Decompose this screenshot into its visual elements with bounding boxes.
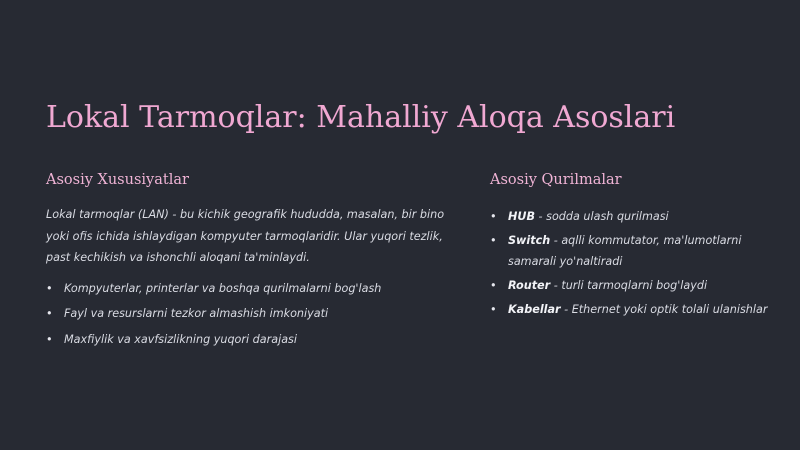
device-term: Kabellar xyxy=(508,303,561,316)
feature-text: Fayl va resurslarni tezkor almashish imkoniyati xyxy=(64,307,329,320)
device-term: HUB xyxy=(508,210,535,223)
list-item xyxy=(46,331,456,348)
bullet-icon: • xyxy=(46,332,53,346)
list-item xyxy=(46,305,456,322)
features-column xyxy=(46,170,456,356)
list-item xyxy=(490,230,770,272)
bullet-icon: • xyxy=(490,234,497,247)
device-description: - turli tarmoqlarni bog'laydi xyxy=(550,279,708,292)
bullet-icon: • xyxy=(490,279,497,292)
list-item xyxy=(490,206,770,227)
device-description: - aqlli kommutator, ma'lumotlarni samarali yo'naltiradi xyxy=(508,234,742,268)
feature-text: Maxfiylik va xavfsizlikning yuqori darajasi xyxy=(64,332,297,346)
list-item xyxy=(490,299,770,320)
slide-title: Lokal Tarmoqlar: Mahalliy Aloqa Asoslari xyxy=(46,100,676,135)
feature-text: Kompyuterlar, printerlar va boshqa qurilmalarni bog'lash xyxy=(64,281,382,295)
device-term: Switch xyxy=(508,234,551,247)
devices-heading: Asosiy Qurilmalar xyxy=(490,172,622,188)
features-list xyxy=(46,280,456,348)
device-description: - Ethernet yoki optik tolali ulanishlar xyxy=(560,303,768,316)
list-item xyxy=(46,280,456,297)
devices-list xyxy=(490,206,770,320)
device-description: - sodda ulash qurilmasi xyxy=(534,210,669,223)
list-item xyxy=(490,275,770,296)
bullet-icon: • xyxy=(490,210,497,223)
device-term: Router xyxy=(508,279,551,292)
bullet-icon: • xyxy=(490,303,497,316)
devices-column xyxy=(490,170,770,323)
bullet-icon: • xyxy=(46,281,53,295)
features-heading: Asosiy Xususiyatlar xyxy=(46,172,189,188)
bullet-icon: • xyxy=(46,307,53,320)
lan-intro-paragraph: Lokal tarmoqlar (LAN) - bu kichik geografik hududda, masalan, bir bino yoki ofis ichida ishlaydigan kompyuter tarmoqlaridir. Ular yuqori tezlik, past kechikish va ishonchli aloqani ta'minlaydi. xyxy=(46,208,445,264)
